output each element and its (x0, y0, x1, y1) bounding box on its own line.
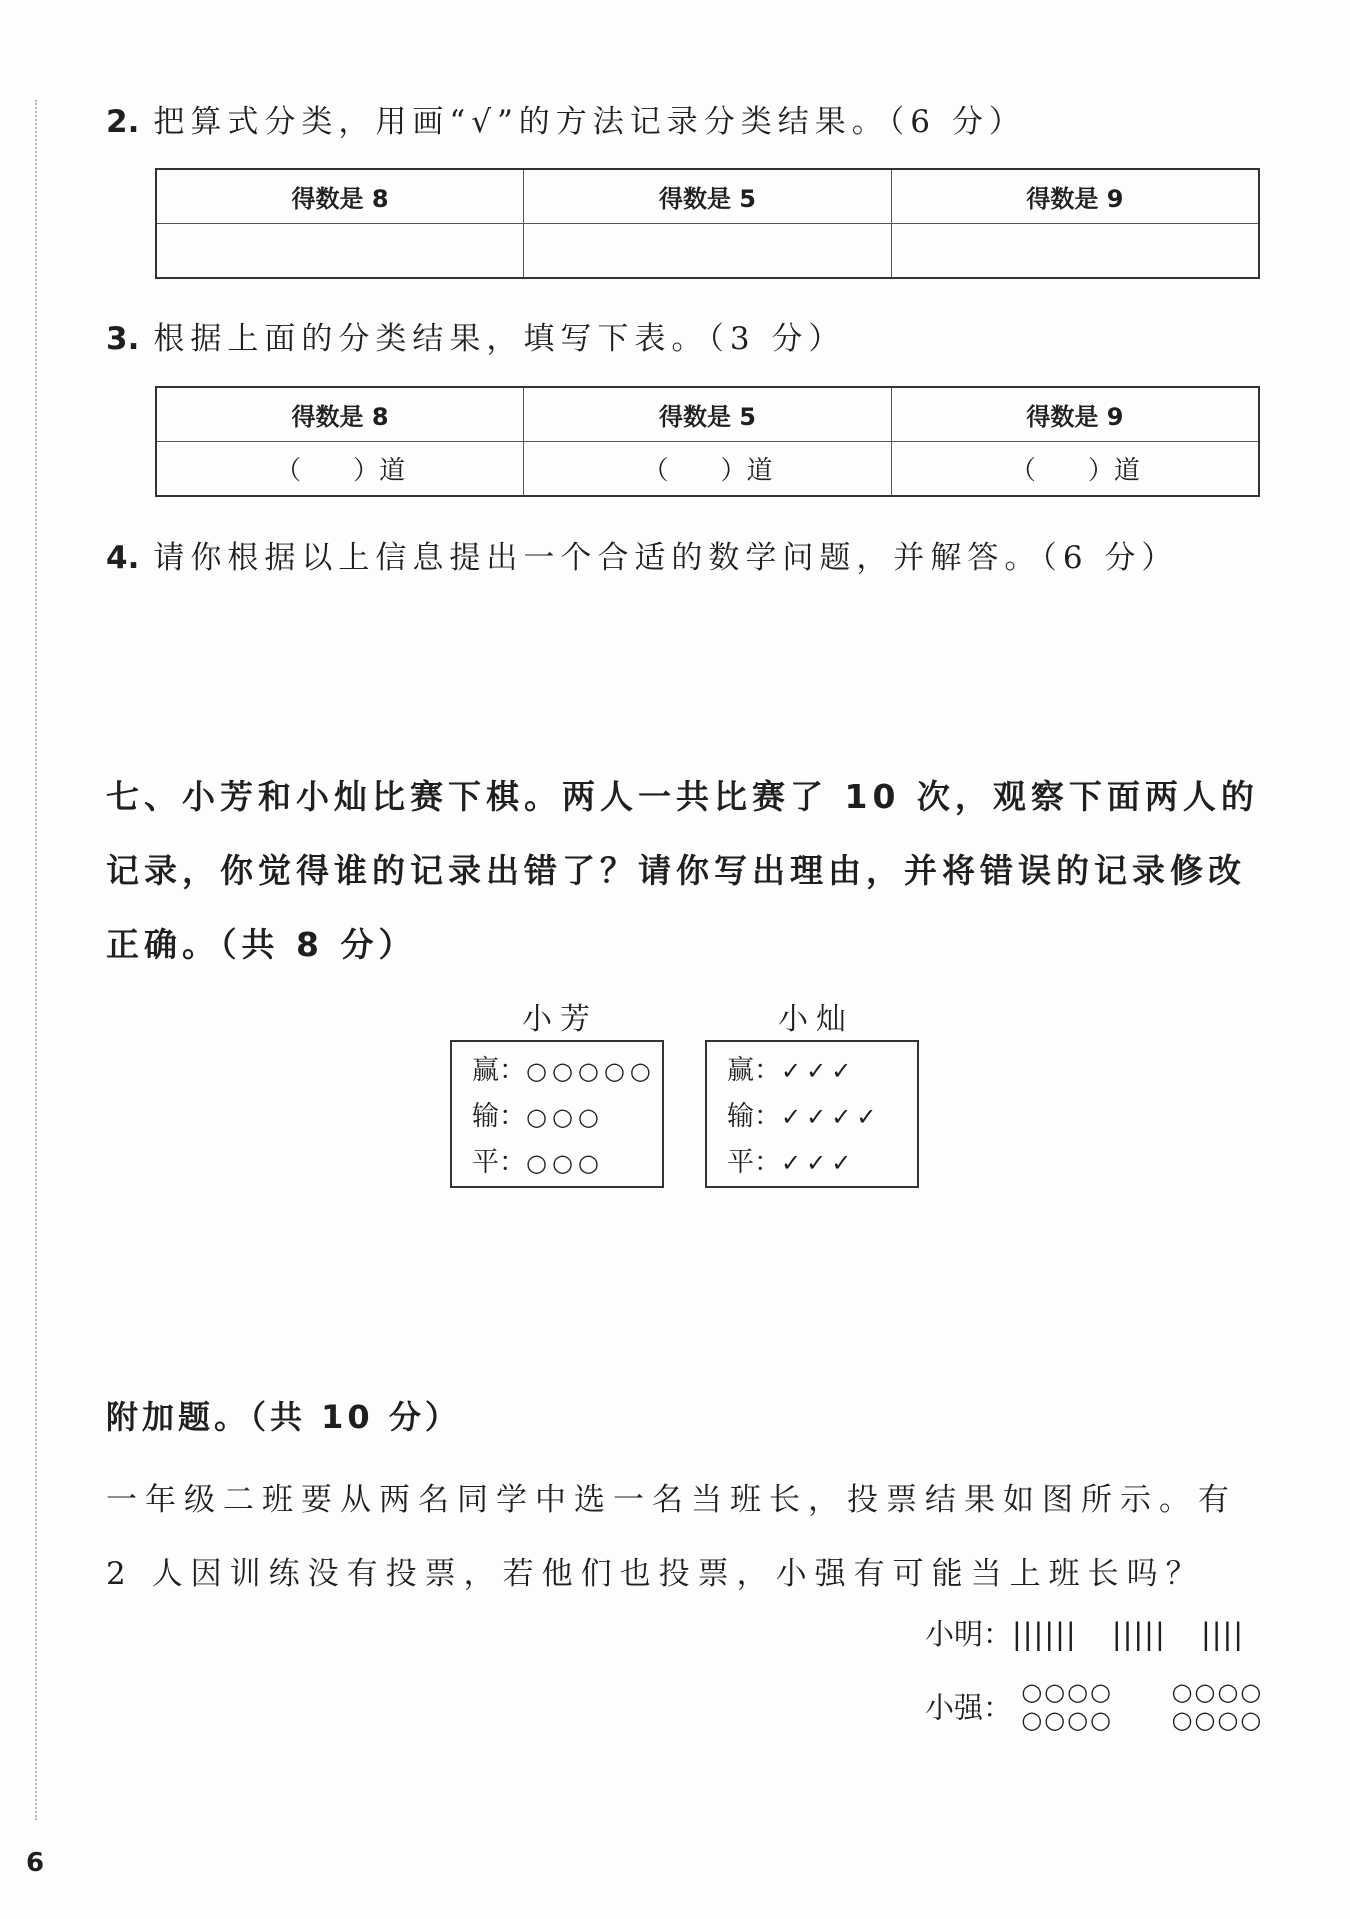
circle-group: ○○○○ ○○○○ (1171, 1678, 1264, 1734)
tally-group: |||||| (1012, 1617, 1077, 1651)
table-header: 得数是 8 (156, 387, 524, 442)
classification-table (155, 168, 1260, 279)
record-row: 平：○○○ (472, 1147, 604, 1178)
circle-group: ○○○○ ○○○○ (1021, 1678, 1113, 1734)
count-cell[interactable]: （ ）道 (524, 442, 892, 497)
count-table (155, 386, 1260, 497)
answer-cell[interactable] (524, 224, 892, 279)
question-number: 2. (106, 104, 140, 140)
question-number: 3. (106, 321, 140, 357)
bonus-text: 一年级二班要从两名同学中选一名当班长，投票结果如图所示。有 2 人因训练没有投票，若他们也投票，小强有可能当上班长吗？ (106, 1482, 1237, 1592)
bonus-title: 附加题。（共 10 分） (106, 1398, 461, 1436)
xiaoming-votes (925, 1612, 1244, 1653)
answer-cell[interactable] (891, 224, 1259, 279)
answer-cell[interactable] (156, 224, 524, 279)
record-box-xiaofang (450, 1040, 664, 1188)
record-row: 输：✓✓✓✓ (727, 1101, 882, 1132)
record-box-xiaocan (705, 1040, 919, 1188)
tally-group: ||||| (1111, 1617, 1166, 1651)
count-cell[interactable]: （ ）道 (891, 442, 1259, 497)
question-number: 4. (106, 540, 140, 576)
question-text: 根据上面的分类结果，填写下表。（3 分） (153, 321, 846, 357)
table-header: 得数是 5 (524, 169, 892, 224)
record-row: 赢：✓✓✓ (727, 1055, 857, 1086)
record-row: 赢：○○○○○ (472, 1055, 656, 1086)
binding-dotted-line (35, 100, 37, 1820)
section-7-text: 七、小芳和小灿比赛下棋。两人一共比赛了 10 次，观察下面两人的记录，你觉得谁的记录出错了？请你写出理由，并将错误的记录修改正确。（共 8 分） (106, 777, 1259, 964)
question-2 (106, 96, 1026, 141)
page-number: 6 (26, 1848, 45, 1878)
question-3 (106, 313, 845, 358)
table-header: 得数是 5 (524, 387, 892, 442)
question-text: 把算式分类，用画“√”的方法记录分类结果。（6 分） (153, 104, 1026, 140)
count-cell[interactable]: （ ）道 (156, 442, 524, 497)
tally-group: |||| (1200, 1617, 1245, 1651)
record-name: 小芳 (522, 1002, 598, 1037)
table-header: 得数是 9 (891, 387, 1259, 442)
record-row: 平：✓✓✓ (727, 1147, 857, 1178)
record-row: 输：○○○ (472, 1101, 604, 1132)
question-text: 请你根据以上信息提出一个合适的数学问题，并解答。（6 分） (153, 540, 1179, 576)
table-header: 得数是 9 (891, 169, 1259, 224)
vote-label: 小强： (925, 1690, 1013, 1725)
record-name: 小灿 (778, 1002, 854, 1037)
xiaoqiang-votes (925, 1678, 1263, 1734)
question-4 (106, 532, 1178, 577)
table-header: 得数是 8 (156, 169, 524, 224)
vote-label: 小明： (925, 1617, 1013, 1651)
